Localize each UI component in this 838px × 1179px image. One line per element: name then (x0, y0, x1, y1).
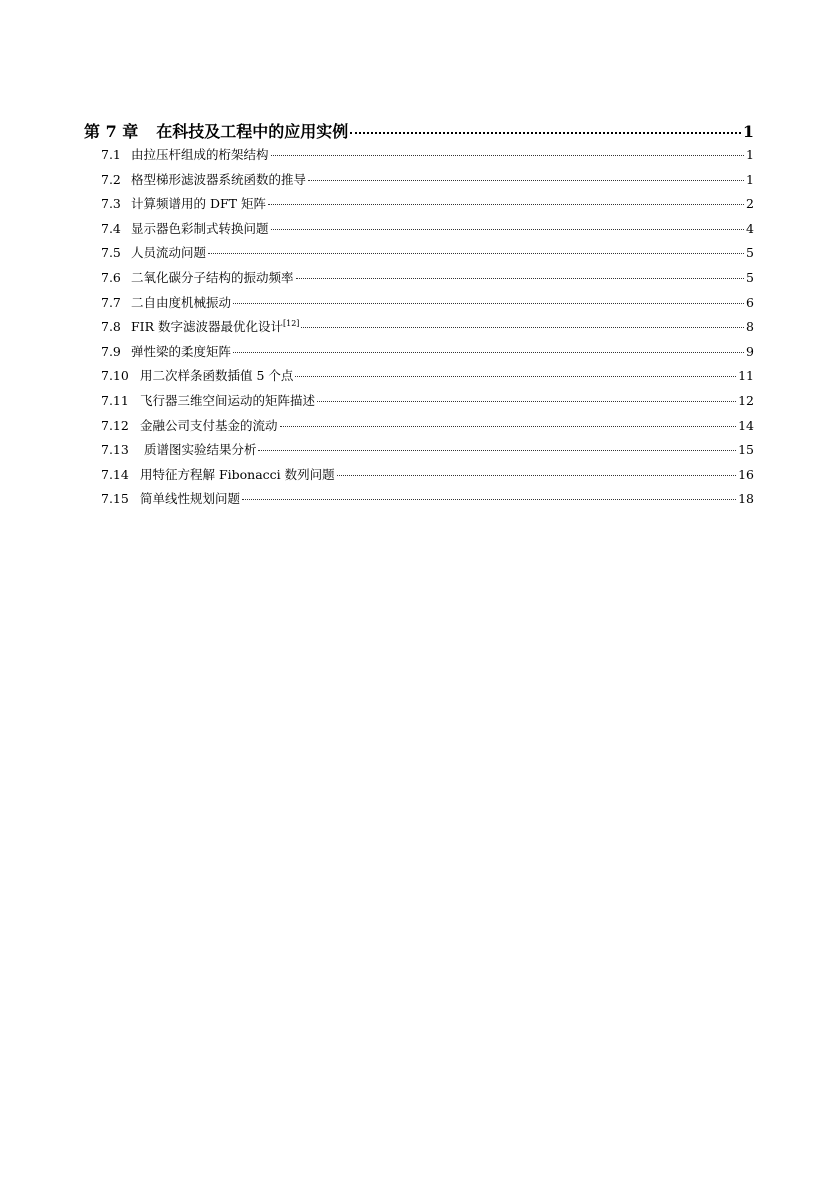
entry-number: 7.10 (101, 368, 129, 384)
citation-superscript: [12] (283, 319, 300, 328)
entry-title: 计算频谱用的 DFT 矩阵 (131, 196, 266, 212)
chapter-number: 第 7 章 (84, 122, 139, 141)
entry-page-number: 9 (746, 343, 754, 359)
entry-number: 7.2 (101, 171, 121, 187)
chapter-page-number: 1 (742, 122, 754, 141)
toc-entry-7-15[interactable] (84, 489, 754, 514)
toc-entry-7-13[interactable] (84, 440, 754, 465)
entry-number: 7.13 (101, 442, 129, 458)
entry-page-number: 1 (746, 171, 754, 187)
entry-number: 7.8 (101, 319, 121, 335)
entry-title-wrapper (131, 317, 299, 335)
toc-entry-7-14[interactable] (84, 465, 754, 490)
entry-page-number: 5 (746, 269, 754, 285)
dot-leader (271, 229, 745, 230)
entry-page-number: 5 (746, 245, 754, 261)
entry-title: 显示器色彩制式转换问题 (131, 220, 269, 236)
entry-page-number: 6 (746, 294, 754, 310)
entry-number: 7.3 (101, 196, 121, 212)
toc-entry-7-5[interactable] (84, 243, 754, 268)
entry-title: 人员流动问题 (131, 245, 207, 261)
entry-number: 7.4 (101, 220, 121, 236)
toc-entry-7-8[interactable] (84, 317, 754, 342)
entry-title: FIR 数字滤波器最优化设计 (131, 319, 283, 335)
entry-number: 7.9 (101, 343, 121, 359)
toc-entry-7-3[interactable] (84, 194, 754, 219)
entry-number: 7.6 (101, 269, 121, 285)
entry-title: 简单线性规划问题 (140, 491, 241, 507)
table-of-contents (84, 119, 754, 514)
entry-page-number: 4 (746, 220, 754, 236)
toc-entry-7-4[interactable] (84, 219, 754, 244)
entry-title: 用二次样条函数插值 5 个点 (140, 368, 294, 384)
entry-page-number: 15 (738, 442, 754, 458)
entry-number: 7.7 (101, 294, 121, 310)
toc-entry-7-10[interactable] (84, 366, 754, 391)
dot-leader (233, 303, 744, 304)
entry-page-number: 1 (746, 147, 754, 162)
entry-number: 7.12 (101, 417, 129, 433)
dot-leader (295, 376, 736, 377)
entry-title: 格型梯形滤波器系统函数的推导 (131, 171, 307, 187)
toc-entry-7-12[interactable] (84, 416, 754, 441)
toc-chapter-heading[interactable] (84, 119, 754, 145)
dot-leader (317, 401, 736, 402)
entry-page-number: 12 (738, 392, 754, 408)
toc-entry-7-6[interactable] (84, 268, 754, 293)
dot-leader (337, 475, 736, 476)
entry-page-number: 14 (738, 417, 754, 433)
dot-leader (258, 450, 736, 451)
entry-title: 弹性梁的柔度矩阵 (131, 343, 232, 359)
entry-title: 金融公司支付基金的流动 (140, 417, 278, 433)
entry-number: 7.5 (101, 245, 121, 261)
dot-leader (301, 327, 744, 328)
entry-number: 7.14 (101, 466, 129, 482)
dot-leader (268, 204, 744, 205)
dot-leader (271, 155, 745, 156)
entry-title: 用特征方程解 Fibonacci 数列问题 (140, 466, 335, 482)
entry-title: 二氧化碳分子结构的振动频率 (131, 269, 294, 285)
toc-entry-7-9[interactable] (84, 342, 754, 367)
entry-page-number: 18 (738, 491, 754, 507)
toc-entry-7-1[interactable] (84, 145, 754, 170)
toc-entry-7-2[interactable] (84, 170, 754, 195)
toc-entry-7-7[interactable] (84, 293, 754, 318)
entry-page-number: 11 (738, 368, 754, 384)
dot-leader (233, 352, 744, 353)
entry-number: 7.11 (101, 392, 129, 408)
entry-number: 7.1 (101, 147, 121, 162)
toc-entry-7-11[interactable] (84, 391, 754, 416)
entry-title: 二自由度机械振动 (131, 294, 232, 310)
dot-leader (280, 426, 737, 427)
dot-leader (308, 180, 744, 181)
entry-title: 飞行器三维空间运动的矩阵描述 (140, 392, 316, 408)
chapter-title: 在科技及工程中的应用实例 (156, 122, 349, 141)
dot-leader (242, 499, 736, 500)
entry-number: 7.15 (101, 491, 129, 507)
dot-leader (208, 253, 744, 254)
dot-leader (350, 132, 741, 134)
entry-title: 质谱图实验结果分析 (140, 442, 257, 458)
dot-leader (296, 278, 745, 279)
entry-page-number: 16 (738, 466, 754, 482)
entry-page-number: 2 (746, 196, 754, 212)
entry-page-number: 8 (746, 319, 754, 335)
entry-title: 由拉压杆组成的桁架结构 (131, 147, 269, 162)
